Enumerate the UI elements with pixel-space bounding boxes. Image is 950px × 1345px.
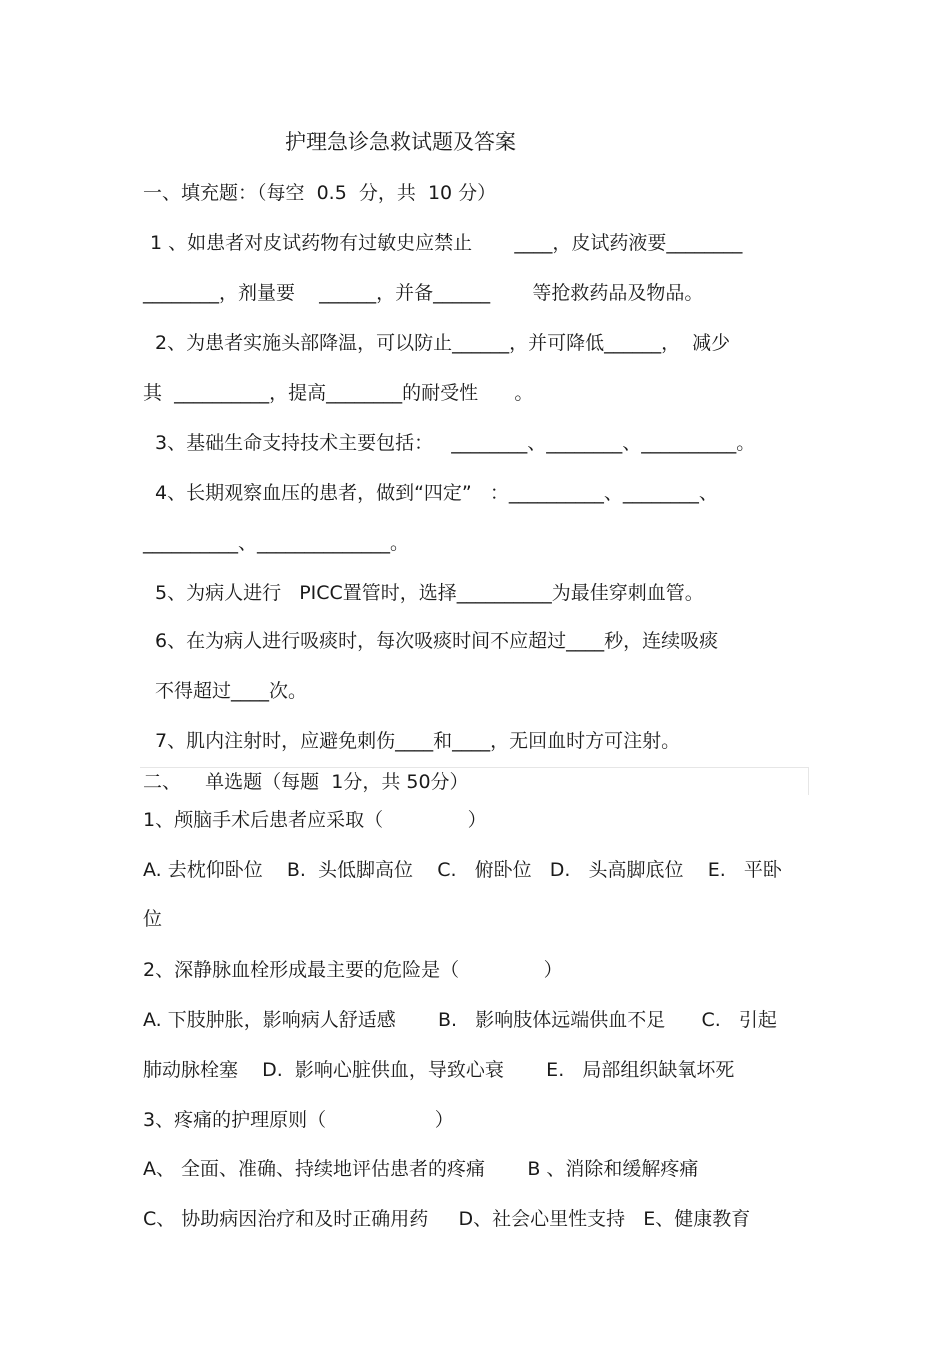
question-6-line-2: 不得超过____次。 (155, 680, 308, 702)
mc-question-1-options-line-1: A. 去枕仰卧位 B. 头低脚高位 C. 俯卧位 D. 头高脚底位 E. 平卧 (143, 859, 782, 881)
mc-question-2-options-line-2: 肺动脉栓塞 D. 影响心脏供血，导致心衰 E. 局部组织缺氧坏死 (143, 1059, 735, 1081)
page-title: 护理急诊急救试题及答案 (285, 130, 516, 154)
mc-question-3-options-line-2: C、 协助病因治疗和及时正确用药 D、社会心里性支持 E、健康教育 (143, 1208, 751, 1230)
question-1-line-2: ________，剂量要 ______，并备______ 等抢救药品及物品。 (143, 282, 704, 304)
section-1-heading: 一、填充题：（每空 0.5 分，共 10 分） (143, 182, 497, 204)
mc-question-2: 2、深静脉血栓形成最主要的危险是（ ） (143, 959, 563, 981)
question-4-line-2: __________、______________。 (143, 532, 410, 554)
mc-question-1: 1、颅脑手术后患者应采取（ ） (143, 809, 487, 831)
mc-question-3: 3、疼痛的护理原则（ ） (143, 1109, 454, 1131)
question-4-line-1: 4、长期观察血压的患者，做到“四定” ：__________、________、 (155, 482, 718, 504)
question-2-line-2: 其 __________，提高________的耐受性 。 (143, 382, 534, 404)
question-1-line-1: 1 、如患者对皮试药物有过敏史应禁止 ____，皮试药液要________ (150, 232, 743, 254)
question-2-line-1: 2、为患者实施头部降温，可以防止______，并可降低______， 减少 (155, 332, 731, 354)
mc-question-1-options-line-2: 位 (143, 908, 163, 930)
section-2-heading: 二、 单选题（每题 1分，共 50分） (143, 771, 469, 793)
question-6-line-1: 6、在为病人进行吸痰时，每次吸痰时间不应超过____秒，连续吸痰 (155, 630, 719, 652)
mc-question-3-options-line-1: A、 全面、准确、持续地评估患者的疼痛 B 、消除和缓解疼痛 (143, 1158, 699, 1180)
question-3: 3、基础生命支持技术主要包括： ________、________、__________。 (155, 432, 756, 454)
question-5: 5、为病人进行 PICC置管时，选择__________为最佳穿刺血管。 (155, 582, 704, 604)
question-7: 7、肌内注射时，应避免刺伤____和____，无回血时方可注射。 (155, 730, 681, 752)
mc-question-2-options-line-1: A. 下肢肿胀，影响病人舒适感 B. 影响肢体远端供血不足 C. 引起 (143, 1009, 777, 1031)
